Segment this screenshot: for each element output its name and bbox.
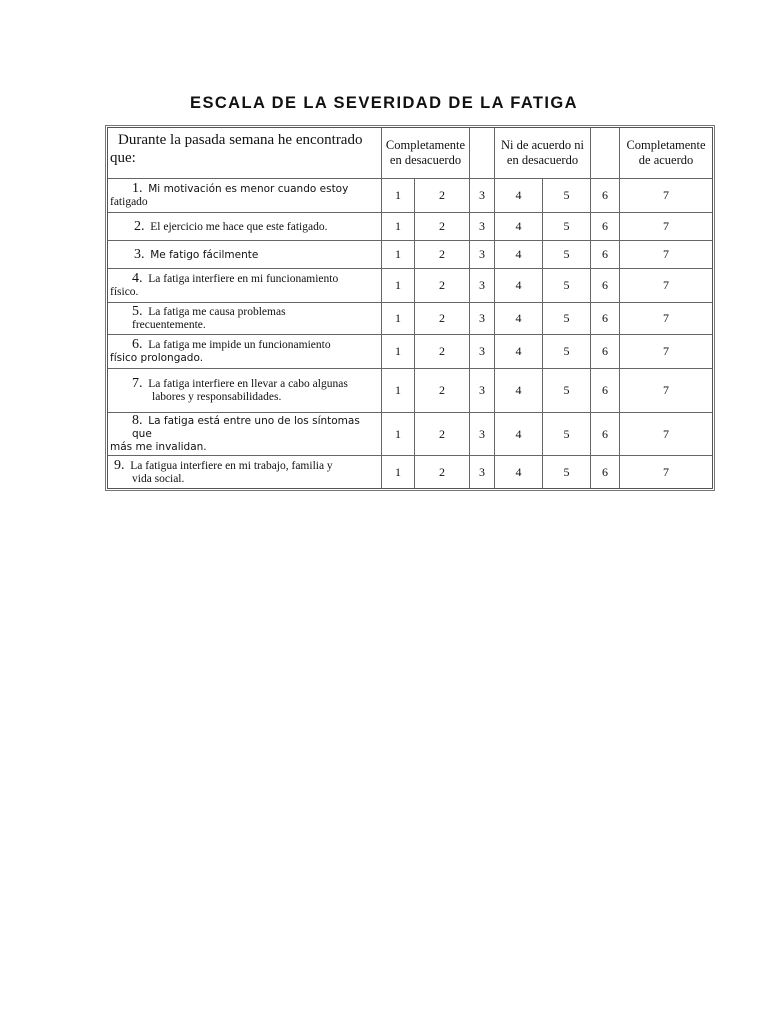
scale-option-2[interactable]: 2 (415, 303, 470, 335)
scale-option-6[interactable]: 6 (591, 269, 620, 303)
item-statement (108, 213, 382, 241)
scale-option-4[interactable]: 4 (495, 179, 543, 213)
scale-option-7[interactable]: 7 (620, 179, 712, 213)
item-number: 5. (132, 304, 143, 319)
scale-option-4[interactable]: 4 (495, 213, 543, 241)
item-text: Mi motivación es menor cuando estoy (148, 183, 349, 195)
table-row (108, 456, 712, 488)
scale-option-4[interactable]: 4 (495, 413, 543, 456)
item-statement (108, 335, 382, 369)
item-text-continued: frecuentemente. (132, 319, 206, 331)
scale-option-1[interactable]: 1 (382, 269, 415, 303)
scale-option-7[interactable]: 7 (620, 335, 712, 369)
scale-option-2[interactable]: 2 (415, 369, 470, 413)
scale-option-1[interactable]: 1 (382, 369, 415, 413)
scale-option-3[interactable]: 3 (470, 456, 495, 488)
scale-option-1[interactable]: 1 (382, 241, 415, 269)
item-text-continued: labores y responsabilidades. (152, 391, 282, 403)
item-statement (108, 269, 382, 303)
scale-option-2[interactable]: 2 (415, 456, 470, 488)
item-text-continued: fatigado (110, 196, 148, 208)
scale-option-3[interactable]: 3 (470, 179, 495, 213)
scale-option-2[interactable]: 2 (415, 179, 470, 213)
anchor-completely-disagree: Completamente en desacuerdo (382, 128, 470, 179)
page-title: ESCALA DE LA SEVERIDAD DE LA FATIGA (190, 94, 578, 112)
item-text: El ejercicio me hace que este fatigado. (150, 220, 328, 233)
item-number: 4. (132, 271, 143, 286)
scale-option-6[interactable]: 6 (591, 241, 620, 269)
item-statement (108, 456, 382, 488)
question-header (108, 128, 382, 179)
item-statement (108, 303, 382, 335)
item-statement (108, 413, 382, 456)
scale-option-1[interactable]: 1 (382, 335, 415, 369)
anchor-completely-agree: Completamente de acuerdo (620, 128, 712, 179)
item-text-continued: más me invalidan. (110, 441, 207, 453)
scale-option-3[interactable]: 3 (470, 413, 495, 456)
scale-option-7[interactable]: 7 (620, 413, 712, 456)
scale-option-7[interactable]: 7 (620, 213, 712, 241)
scale-option-2[interactable]: 2 (415, 335, 470, 369)
scale-option-6[interactable]: 6 (591, 369, 620, 413)
scale-option-6[interactable]: 6 (591, 213, 620, 241)
scale-option-2[interactable]: 2 (415, 213, 470, 241)
scale-option-6[interactable]: 6 (591, 456, 620, 488)
scale-option-5[interactable]: 5 (543, 413, 591, 456)
item-number: 8. (132, 413, 143, 428)
scale-option-2[interactable]: 2 (415, 413, 470, 456)
scale-option-3[interactable]: 3 (470, 269, 495, 303)
scale-option-5[interactable]: 5 (543, 241, 591, 269)
scale-option-5[interactable]: 5 (543, 303, 591, 335)
scale-option-5[interactable]: 5 (543, 213, 591, 241)
scale-option-4[interactable]: 4 (495, 241, 543, 269)
header-blank-cell (470, 128, 495, 179)
item-number: 1. (132, 181, 143, 196)
scale-option-4[interactable]: 4 (495, 456, 543, 488)
table-row (108, 413, 712, 456)
item-rows (108, 179, 712, 488)
scale-option-6[interactable]: 6 (591, 413, 620, 456)
item-text-continued: físico. (110, 286, 139, 298)
item-text-continued: físico prolongado. (110, 352, 204, 364)
scale-option-6[interactable]: 6 (591, 335, 620, 369)
item-text: La fatigua interfiere en mi trabajo, familia y (130, 459, 333, 472)
scale-option-1[interactable]: 1 (382, 303, 415, 335)
scale-option-3[interactable]: 3 (470, 303, 495, 335)
scale-option-7[interactable]: 7 (620, 241, 712, 269)
scale-option-2[interactable]: 2 (415, 269, 470, 303)
scale-option-4[interactable]: 4 (495, 303, 543, 335)
item-text: La fatiga interfiere en mi funcionamiento (148, 273, 339, 285)
scale-option-1[interactable]: 1 (382, 213, 415, 241)
scale-option-4[interactable]: 4 (495, 369, 543, 413)
question-header-line2: que: (110, 150, 136, 166)
item-text: La fatiga me causa problemas (148, 306, 286, 318)
item-text: Me fatigo fácilmente (150, 248, 259, 261)
item-statement (108, 241, 382, 269)
scale-option-6[interactable]: 6 (591, 303, 620, 335)
item-number: 3. (134, 246, 145, 262)
scale-option-1[interactable]: 1 (382, 413, 415, 456)
item-text-continued: vida social. (132, 472, 185, 485)
scale-option-3[interactable]: 3 (470, 241, 495, 269)
scale-option-5[interactable]: 5 (543, 456, 591, 488)
item-number: 9. (114, 457, 125, 473)
table-row (108, 213, 712, 241)
table-row (108, 335, 712, 369)
scale-option-1[interactable]: 1 (382, 179, 415, 213)
item-text: La fatiga interfiere en llevar a cabo algunas (148, 378, 348, 390)
scale-option-5[interactable]: 5 (543, 269, 591, 303)
table-row (108, 269, 712, 303)
item-statement (108, 179, 382, 213)
table-row (108, 303, 712, 335)
scale-option-7[interactable]: 7 (620, 369, 712, 413)
scale-option-1[interactable]: 1 (382, 456, 415, 488)
scale-option-3[interactable]: 3 (470, 213, 495, 241)
scale-option-3[interactable]: 3 (470, 335, 495, 369)
item-text: La fatiga me impide un funcionamiento (148, 339, 331, 351)
header-blank-cell (591, 128, 620, 179)
scale-option-7[interactable]: 7 (663, 464, 670, 479)
scale-option-5[interactable]: 5 (543, 179, 591, 213)
scale-option-2[interactable]: 2 (415, 241, 470, 269)
item-number: 6. (132, 337, 143, 352)
scale-option-6[interactable]: 6 (591, 179, 620, 213)
fatigue-severity-table (107, 127, 713, 489)
table-header-row (108, 128, 712, 179)
scale-option-4[interactable]: 4 (495, 335, 543, 369)
scale-option-5[interactable]: 5 (543, 369, 591, 413)
scale-option-5[interactable]: 5 (543, 335, 591, 369)
scale-option-7[interactable]: 7 (620, 269, 712, 303)
item-number: 7. (132, 376, 143, 391)
anchor-neutral: Ni de acuerdo ni en desacuerdo (495, 128, 591, 179)
item-text: La fatiga está entre uno de los síntomas que (132, 415, 360, 440)
scale-option-7[interactable]: 7 (620, 303, 712, 335)
table-row (108, 241, 712, 269)
question-header-line1: Durante la pasada semana he encontrado (118, 132, 363, 148)
table-row (108, 369, 712, 413)
item-statement (108, 369, 382, 413)
table-row (108, 179, 712, 213)
scale-option-4[interactable]: 4 (495, 269, 543, 303)
scale-option-3[interactable]: 3 (470, 369, 495, 413)
item-number: 2. (134, 218, 145, 234)
